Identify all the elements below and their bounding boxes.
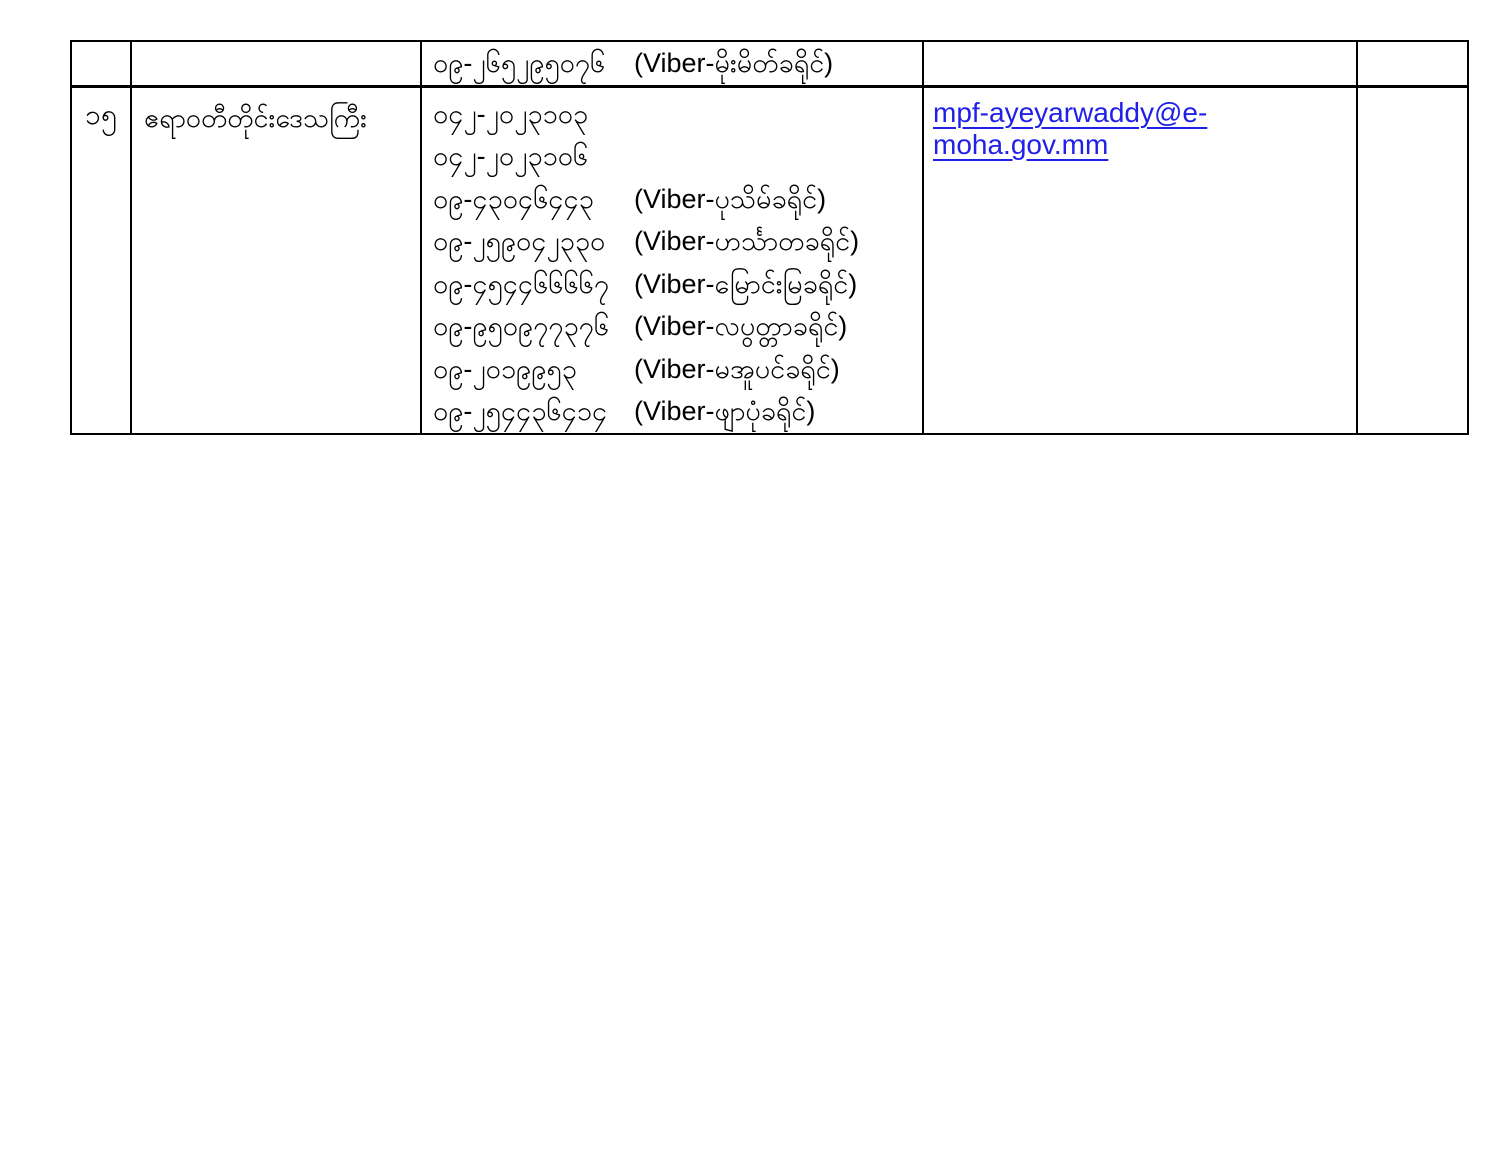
phone-number: ၀၉-၂၅၄၄၃၆၄၁၄: [433, 396, 608, 426]
phone-line: [422, 263, 922, 306]
phone-line: [422, 220, 922, 263]
phone-line: [422, 390, 922, 433]
viber-district-label: (Viber-မိုးမိတ်ခရိုင်): [634, 48, 834, 78]
phone-list-cell: [421, 41, 923, 86]
phone-line: [422, 305, 922, 348]
phone-number: ၀၉-၂၀၁၉၉၅၃: [433, 353, 577, 384]
viber-district-label: (Viber-ပုသိမ်ခရိုင်): [634, 183, 827, 214]
row-number: ၁၅: [85, 98, 117, 130]
phone-line: [422, 93, 922, 136]
row-no-cell: [71, 41, 131, 86]
viber-district-label: (Viber-ဟင်္သာတခရိုင်): [634, 226, 860, 256]
phone-number: ၀၄၂-၂၀၂၃၁၀၃: [433, 98, 589, 129]
phone-list-cell: [421, 86, 923, 434]
table-row-overflow: [71, 41, 1468, 86]
phone-number: ၀၉-၄၃၀၄၆၄၄၃: [433, 183, 594, 214]
region-name-cell: [131, 86, 421, 434]
region-name-cell: [131, 41, 421, 86]
phone-line: [422, 178, 922, 221]
phone-number: ၀၉-၉၅၀၉၇၇၃၇၆: [433, 311, 610, 341]
viber-district-label: (Viber-လပွတ္တာခရိုင်): [634, 311, 848, 341]
phone-line: [422, 348, 922, 391]
phone-line: [422, 42, 922, 85]
email-link[interactable]: mpf-ayeyarwaddy@e-moha.gov.mm: [933, 96, 1208, 160]
phone-line: [422, 135, 922, 178]
viber-district-label: (Viber-မအူပင်ခရိုင်): [634, 353, 840, 384]
region-name: ဧရာဝတီတိုင်းဒေသကြီး: [144, 102, 367, 133]
email-cell: [923, 86, 1357, 434]
viber-district-label: (Viber-မြောင်းမြခရိုင်): [634, 268, 858, 299]
phone-number: ၀၉-၂၆၅၂၉၅၀၇၆: [433, 48, 606, 78]
email-cell: [923, 41, 1357, 86]
empty-cell: [1357, 41, 1468, 86]
phone-number: ၀၉-၄၅၄၄၆၆၆၆၇: [433, 268, 610, 299]
row-no-cell: [71, 86, 131, 434]
phone-number: ၀၉-၂၅၉၀၄၂၃၃၀: [433, 226, 606, 256]
empty-cell: [1357, 86, 1468, 434]
table-row-15: [71, 86, 1468, 434]
contact-table: [70, 40, 1469, 435]
viber-district-label: (Viber-ဖျာပုံခရိုင်): [634, 396, 816, 426]
phone-number: ၀၄၂-၂၀၂၃၁၀၆: [433, 141, 589, 171]
